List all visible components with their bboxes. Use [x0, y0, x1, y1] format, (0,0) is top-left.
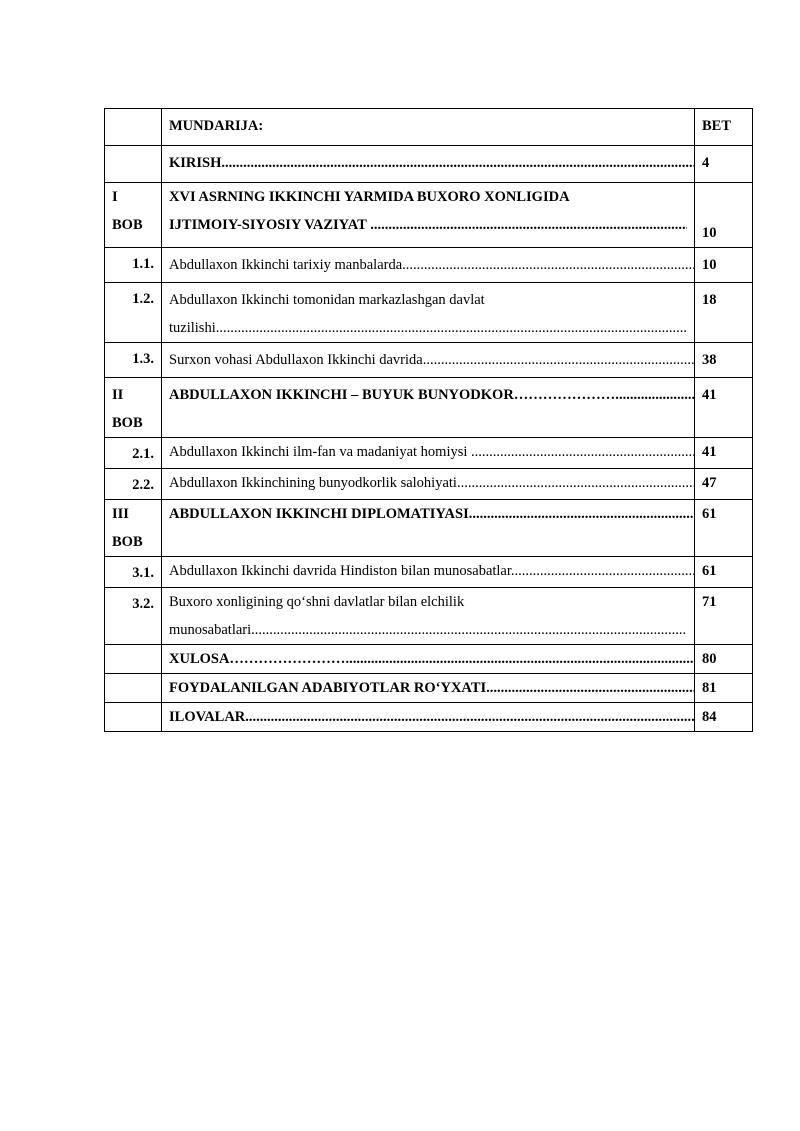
- row-title-cell: [162, 283, 695, 343]
- row-title-cell: [162, 469, 695, 500]
- row-title-cell: [162, 183, 695, 248]
- row-title-cell: [162, 557, 695, 588]
- section-num: 3.2.: [105, 588, 162, 645]
- toc-title: MUNDARIJA:: [162, 109, 695, 146]
- entry-page: 38: [695, 343, 753, 378]
- row-title-cell: [162, 674, 695, 703]
- entry-page: 10: [695, 248, 753, 283]
- entry-title-line2: IJTIMOIY-SIYOSIY VAZIYAT: [169, 217, 371, 233]
- row-title-cell: [162, 438, 695, 469]
- chapter-bob: BOB: [112, 415, 143, 431]
- row-num-cell: [105, 146, 162, 183]
- entry-title: ABDULLAXON IKKINCHI DIPLOMATIYASI: [169, 506, 469, 522]
- table-row: [105, 588, 753, 645]
- section-num: 3.1.: [105, 557, 162, 588]
- entry-title: FOYDALANILGAN ADABIYOTLAR RO‘YXATI: [169, 680, 487, 696]
- table-row: [105, 703, 753, 732]
- table-of-contents: [104, 108, 753, 732]
- section-num: 1.3.: [105, 343, 162, 378]
- table-row: [105, 469, 753, 500]
- entry-title: Abdullaxon Ikkinchining bunyodkorlik salohiyati: [169, 475, 457, 491]
- entry-page: 61: [695, 557, 753, 588]
- leader-dots: [471, 444, 694, 460]
- table-row: [105, 500, 753, 557]
- entry-title-line2: munosabatlari: [169, 622, 252, 638]
- row-title-cell: [162, 378, 695, 438]
- table-row: [105, 343, 753, 378]
- chapter-roman: II: [112, 387, 124, 403]
- leader-dots: [423, 352, 695, 368]
- entry-page: 47: [695, 469, 753, 500]
- leader-dots: [486, 680, 694, 696]
- leader-dots: [457, 475, 695, 491]
- section-num: 2.1.: [105, 438, 162, 469]
- section-num: 1.2.: [105, 283, 162, 343]
- row-title-cell: [162, 146, 695, 183]
- entry-title-line2: tuzilishi: [169, 320, 216, 336]
- entry-title-line1: Abdullaxon Ikkinchi tomonidan markazlashgan davlat: [169, 292, 485, 308]
- row-num-cell: [105, 703, 162, 732]
- chapter-roman: III: [112, 506, 129, 522]
- entry-title: Abdullaxon Ikkinchi tarixiy manbalarda: [169, 257, 403, 273]
- row-title-cell: [162, 343, 695, 378]
- table-row: [105, 645, 753, 674]
- entry-page: 41: [695, 378, 753, 438]
- table-row: [105, 283, 753, 343]
- leader-dots: [402, 257, 694, 273]
- entry-title: KIRISH: [169, 155, 222, 171]
- row-num-cell: [105, 645, 162, 674]
- table-row: [105, 438, 753, 469]
- entry-page: 71: [695, 588, 753, 645]
- entry-title: Abdullaxon Ikkinchi davrida Hindiston bilan munosabatlar: [169, 563, 511, 579]
- entry-page: 18: [695, 283, 753, 343]
- entry-title: Abdullaxon Ikkinchi ilm-fan va madaniyat homiysi: [169, 444, 472, 460]
- leader-dots: [370, 217, 687, 233]
- row-title-cell: [162, 645, 695, 674]
- page-column-header: BET: [695, 109, 753, 146]
- entry-title: ABDULLAXON IKKINCHI – BUYUK BUNYODKOR………………….: [169, 387, 619, 403]
- chapter-roman: I: [112, 189, 118, 205]
- table-row: [105, 248, 753, 283]
- chapter-num-cell: [105, 183, 162, 248]
- leader-dots: [511, 563, 695, 579]
- section-num: 1.1.: [105, 248, 162, 283]
- entry-title-line1: XVI ASRNING IKKINCHI YARMIDA BUXORO XONLIGIDA: [169, 189, 570, 205]
- entry-page: 10: [695, 183, 753, 248]
- header-num-cell: [105, 109, 162, 146]
- leader-dots: [245, 709, 694, 725]
- table-row: [105, 183, 753, 248]
- row-title-cell: [162, 248, 695, 283]
- entry-page: 80: [695, 645, 753, 674]
- entry-title: XULOSA……………………: [169, 651, 346, 667]
- entry-page: 81: [695, 674, 753, 703]
- section-num: 2.2.: [105, 469, 162, 500]
- row-title-cell: [162, 703, 695, 732]
- table-row: [105, 674, 753, 703]
- row-num-cell: [105, 674, 162, 703]
- toc-header-row: [105, 109, 753, 146]
- leader-dots: [619, 387, 695, 403]
- chapter-bob: BOB: [112, 534, 143, 550]
- entry-page: 41: [695, 438, 753, 469]
- table-row: [105, 378, 753, 438]
- table-row: [105, 146, 753, 183]
- entry-page: 4: [695, 146, 753, 183]
- leader-dots: [469, 506, 695, 522]
- leader-dots: [345, 651, 694, 667]
- table-row: [105, 557, 753, 588]
- row-title-cell: [162, 500, 695, 557]
- entry-title: ILOVALAR: [169, 709, 246, 725]
- row-title-cell: [162, 588, 695, 645]
- entry-title: Surxon vohasi Abdullaxon Ikkinchi davrida: [169, 352, 423, 368]
- entry-title-line1: Buxoro xonligining qo‘shni davlatlar bilan elchilik: [169, 594, 465, 610]
- chapter-num-cell: [105, 378, 162, 438]
- chapter-num-cell: [105, 500, 162, 557]
- leader-dots: [216, 320, 687, 336]
- entry-page: 61: [695, 500, 753, 557]
- leader-dots: [251, 622, 687, 638]
- entry-page: 84: [695, 703, 753, 732]
- chapter-bob: BOB: [112, 217, 143, 233]
- leader-dots: [221, 155, 694, 171]
